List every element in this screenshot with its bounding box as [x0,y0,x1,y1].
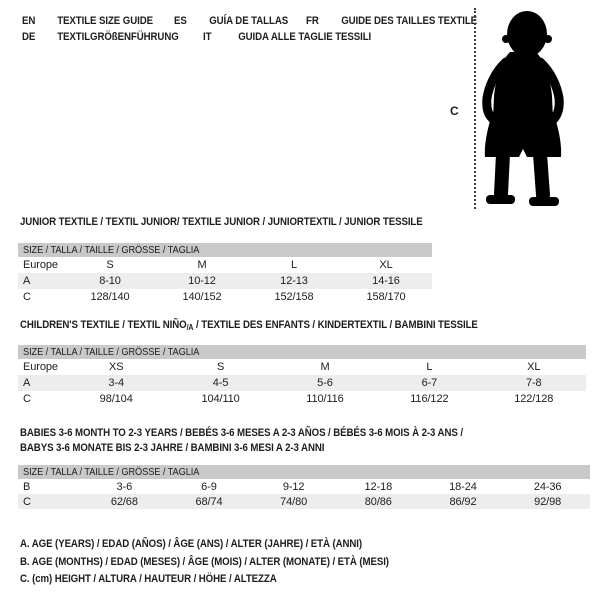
junior-size-header-bar [18,243,432,257]
table-row [18,289,432,305]
value-cell: M [320,361,330,373]
value-cell: 104/110 [201,393,240,405]
babies-size-header-bar [18,465,590,479]
language-code: ES [173,15,187,27]
value-cell: 6-7 [421,377,438,389]
value-cell: 152/158 [274,291,314,303]
language-label: GUIDA ALLE TAGLIE TESSILI [238,31,372,44]
value-cell: XL [527,361,541,373]
table-row [18,375,586,391]
value-cell: 80/86 [364,495,392,508]
value-cell: 92/98 [534,495,562,508]
language-label: GUÍA DE TALLAS [208,15,288,27]
row-label-cell: A [23,275,31,287]
value-cell: 98/104 [99,393,133,405]
language-row-it [203,29,371,45]
language-code: FR [306,15,320,27]
table-row [18,479,590,494]
table-row [18,494,590,509]
babies-size-table [18,465,590,509]
language-code: IT [203,31,212,44]
value-cell: 74/80 [280,495,308,508]
value-cell: 24-36 [533,480,562,493]
value-cell: XS [108,361,124,373]
value-cell: S [106,259,114,271]
children-title-pre: CHILDREN'S TEXTILE / TEXTIL NIÑO [20,319,187,331]
language-code: DE [22,31,36,44]
size-header-text: SIZE / TALLA / TAILLE / GRÖSSE / TAGLIA [23,466,200,478]
value-cell: 128/140 [90,291,130,303]
value-cell: M [197,259,207,271]
children-title-sub: /A [186,323,194,332]
language-row-es [174,13,288,29]
language-code: EN [22,15,36,27]
legend-line-a: A. AGE (YEARS) / EDAD (AÑOS) / ÂGE (ANS) / ALTER (JAHRE) / ETÀ (ANNI) [20,538,363,550]
children-size-table [18,345,586,407]
figure-height-label: C [450,104,459,118]
children-section-title [20,319,478,334]
value-cell: 12-18 [364,480,393,493]
legend-line-c: C. (cm) HEIGHT / ALTURA / HAUTEUR / HÖHE / ALTEZZA [20,573,277,586]
babies-section-title [20,426,463,456]
junior-section-title: JUNIOR TEXTILE / TEXTIL JUNIOR/ TEXTILE JUNIOR / JUNIORTEXTIL / JUNIOR TESSILE [20,216,423,228]
row-label-cell: Europe [23,361,58,373]
children-title-post: / TEXTILE DES ENFANTS / KINDERTEXTIL / BAMBINI TESSILE [193,319,478,331]
value-cell: 3-6 [116,480,133,493]
language-label: TEXTILE SIZE GUIDE [57,15,153,27]
children-table [18,359,586,407]
legend-line-b: B. AGE (MONTHS) / EDAD (MESES) / ÂGE (MOIS) / ALTER (MONATE) / ETÀ (MESI) [20,555,389,568]
value-cell: 10-12 [188,275,216,287]
value-cell: XL [379,259,393,271]
junior-size-table [18,243,432,305]
row-label-cell: B [23,480,31,493]
children-size-header-bar [18,345,586,359]
value-cell: 4-5 [212,377,229,389]
value-cell: 7-8 [525,377,542,389]
measurement-legend [20,536,439,589]
value-cell: 116/122 [410,393,449,405]
value-cell: 140/152 [182,291,222,303]
value-cell: 62/68 [110,495,138,508]
junior-table [18,257,432,305]
value-cell: L [426,361,433,373]
table-row [18,391,586,407]
language-row-en [22,13,153,29]
value-cell: 86/92 [449,495,477,508]
value-cell: 5-6 [317,377,333,389]
baby-silhouette-icon [478,8,568,208]
value-cell: 110/116 [306,393,344,405]
value-cell: 68/74 [195,495,223,508]
table-row [18,273,432,289]
row-label-cell: A [23,377,31,389]
babies-table [18,479,590,509]
table-row [18,257,432,273]
row-label-cell: C [23,393,31,405]
language-row-de [22,29,179,45]
size-header-text: SIZE / TALLA / TAILLE / GRÖSSE / TAGLIA [23,244,200,256]
language-label: GUIDE DES TAILLES TEXTILE [341,15,478,27]
value-cell: 12-13 [280,275,308,287]
row-label-cell: C [23,291,31,303]
value-cell: 9-12 [282,480,305,493]
value-cell: 14-16 [372,275,400,287]
value-cell: S [216,361,225,373]
babies-title-line1: BABIES 3-6 MONTH TO 2-3 YEARS / BEBÉS 3-6 MESES A 2-3 AÑOS / BÉBÉS 3-6 MOIS À 2-3 ANS / [20,427,463,439]
value-cell: L [290,259,298,271]
language-row-fr [306,13,477,29]
value-cell: 158/170 [366,291,406,303]
size-header-text: SIZE / TALLA / TAILLE / GRÖSSE / TAGLIA [23,346,200,358]
row-label-cell: Europe [23,259,58,271]
babies-title-line2: BABYS 3-6 MONATE BIS 2-3 JAHRE / BAMBINI 3-6 MESI A 2-3 ANNI [20,442,325,454]
height-dotted-line [474,8,476,209]
value-cell: 18-24 [449,480,477,493]
language-label: TEXTILGRÖßENFÜHRUNG [57,31,179,44]
value-cell: 6-9 [201,480,217,493]
value-cell: 8-10 [99,275,121,287]
value-cell: 3-4 [108,377,124,389]
value-cell: 122/128 [514,393,554,405]
row-label-cell: C [23,495,31,508]
table-row [18,359,586,375]
